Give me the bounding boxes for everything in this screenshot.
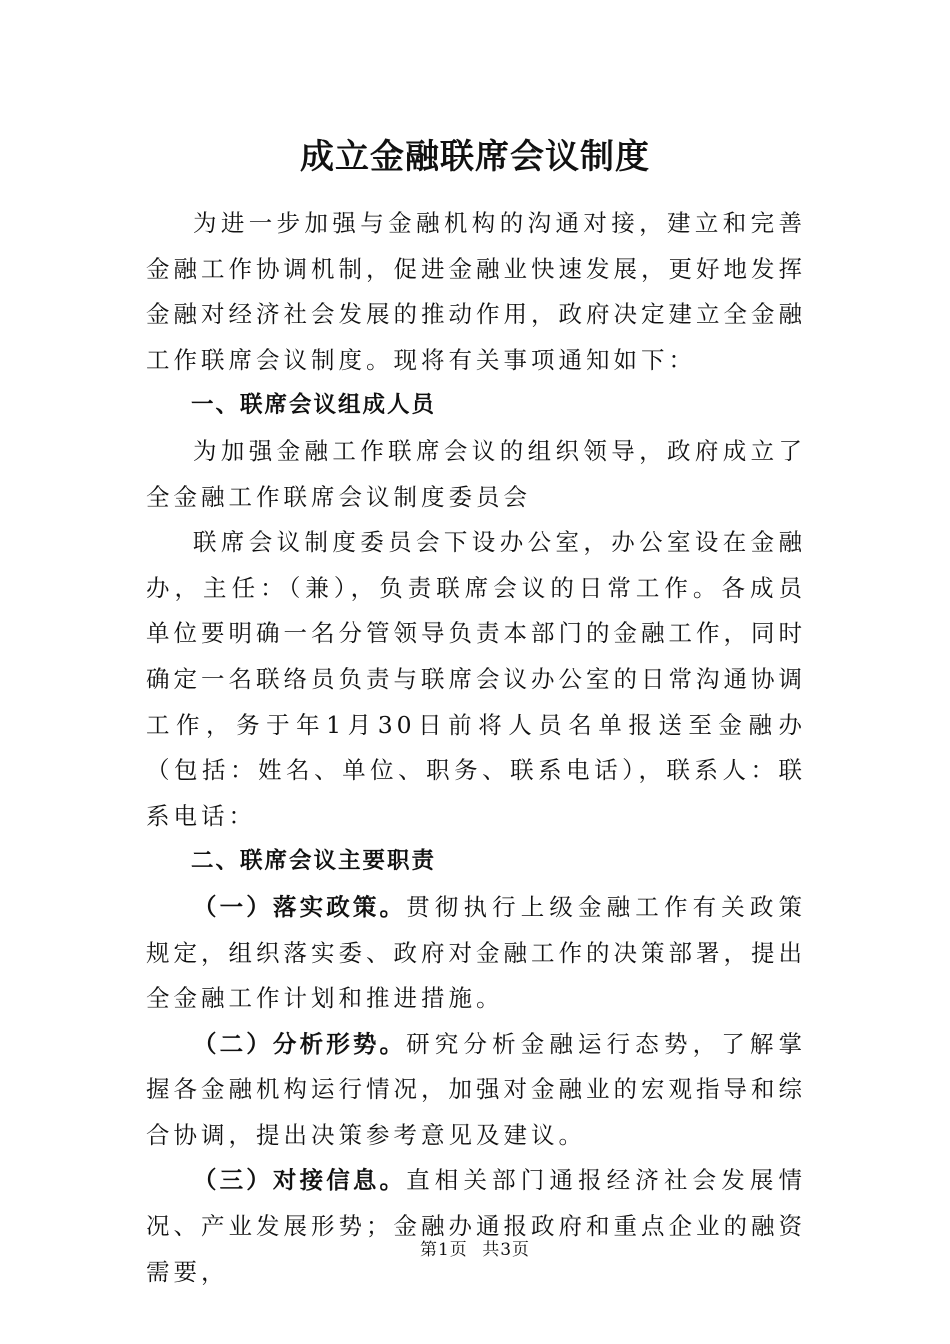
section1-paragraph-2: 联席会议制度委员会下设办公室，办公室设在金融办，主任：（兼），负责联席会议的日常工作。各成员单位要明确一名分管领导负责本部门的金融工作，同时确定一名联络员负责与联席会议办公室的日常沟通协调工作，务于年1月30日前将人员名单报送至金融办（包括：姓名、单位、职务、联系电话），联系人：联系电话： [146,528,806,830]
duty-item-label: （二）分析形势。 [193,1029,407,1058]
page-total: 共3页 [482,1240,531,1260]
duty-item-3 [146,1158,806,1295]
section-heading-2: 二、联席会议主要职责 [191,848,437,875]
document-title: 成立金融联席会议制度 [300,137,650,177]
section1-paragraph-1: 为加强金融工作联席会议的组织领导，政府成立了全金融工作联席会议制度委员会 [146,436,806,511]
duty-item-label: （一）落实政策。 [193,892,407,921]
duty-item-label: （三）对接信息。 [193,1166,407,1195]
intro-paragraph: 为进一步加强与金融机构的沟通对接，建立和完善金融工作协调机制，促进金融业快速发展，更好地发挥金融对经济社会发展的推动作用，政府决定建立全金融工作联席会议制度。现将有关事项通知如下： [146,209,806,374]
duty-item-text: 贯彻执行上级金融工作有关政策规定，组织落实委、政府对金融工作的决策部署，提出全金融工作计划和推进措施。 [146,892,807,1013]
duty-item-1 [146,885,806,1022]
duty-item-2 [146,1022,806,1159]
page-footer [0,1238,950,1262]
document-body [146,201,806,1295]
duty-item-text: 研究分析金融运行态势，了解掌握各金融机构运行情况，加强对金融业的宏观指导和综合协调，提出决策参考意见及建议。 [146,1029,807,1149]
page-number: 第1页 [419,1240,468,1260]
section-heading-1: 一、联席会议组成人员 [191,392,437,419]
duty-item-text: 直相关部门通报经济社会发展情况、产业发展形势；金融办通报政府和重点企业的融资需要， [146,1166,807,1286]
